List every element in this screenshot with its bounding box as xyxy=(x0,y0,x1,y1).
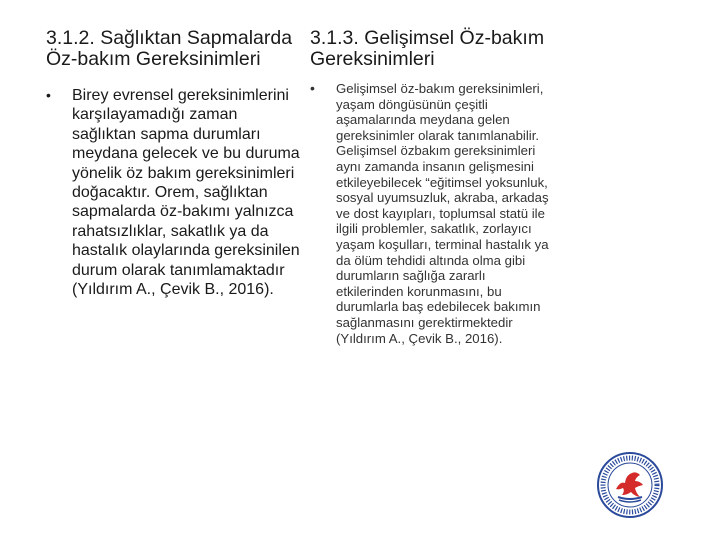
bullet-icon: • xyxy=(310,80,315,96)
bullet-text: Gelişimsel öz-bakım gereksinimleri, yaşam döngüsünün çeşitli aşamalarında meydana gelen gereksinimler olarak tanımlanabilir. Gelişimsel özbakım gereksinimleri aynı zamanda insanın gelişmesini etkileyebilecek “eğitimsel yoksunluk, sosyal uyumsuzluk, akraba, arkadaş ve dost kayıpları, toplumsal statü ile ilgili problemler, sakatlık, zorlayıcı yaşam koşulları, terminal hastalık ya da ölüm tehdidi altında olma gibi durumların sağlığa zararlı etkilerinden korunmasını, bu durumlarla baş edebilecek bakımın sağlanmasını gerektirmektedir (Yıldırım A., Çevik B., 2016). xyxy=(336,81,549,346)
seal-graphic xyxy=(596,451,664,519)
bullet-icon: • xyxy=(46,87,51,103)
university-seal-icon xyxy=(596,451,664,519)
left-column xyxy=(46,28,308,299)
right-column xyxy=(310,28,572,346)
bullet-item-developmental xyxy=(310,81,572,346)
bullet-text: Birey evrensel gereksinimlerini karşılayamadığı zaman sağlıktan sapma durumları meydana gelecek ve bu duruma yönelik öz bakım gereksinimleri doğacaktır. Orem, sağlıktan sapmalarda öz-bakımı yalnızca rahatsızlıklar, sakatlık ya da hastalık olaylarında gereksinilen durum olarak tanımlamaktadır (Yıldırım A., Çevik B., 2016). xyxy=(72,87,300,299)
bullet-item-health-deviation xyxy=(46,86,314,299)
section-heading-health-deviation: 3.1.2. Sağlıktan Sapmalarda Öz-bakım Gereksinimleri xyxy=(46,27,293,70)
section-heading-developmental: 3.1.3. Gelişimsel Öz-bakım Gereksinimleri xyxy=(310,27,545,70)
